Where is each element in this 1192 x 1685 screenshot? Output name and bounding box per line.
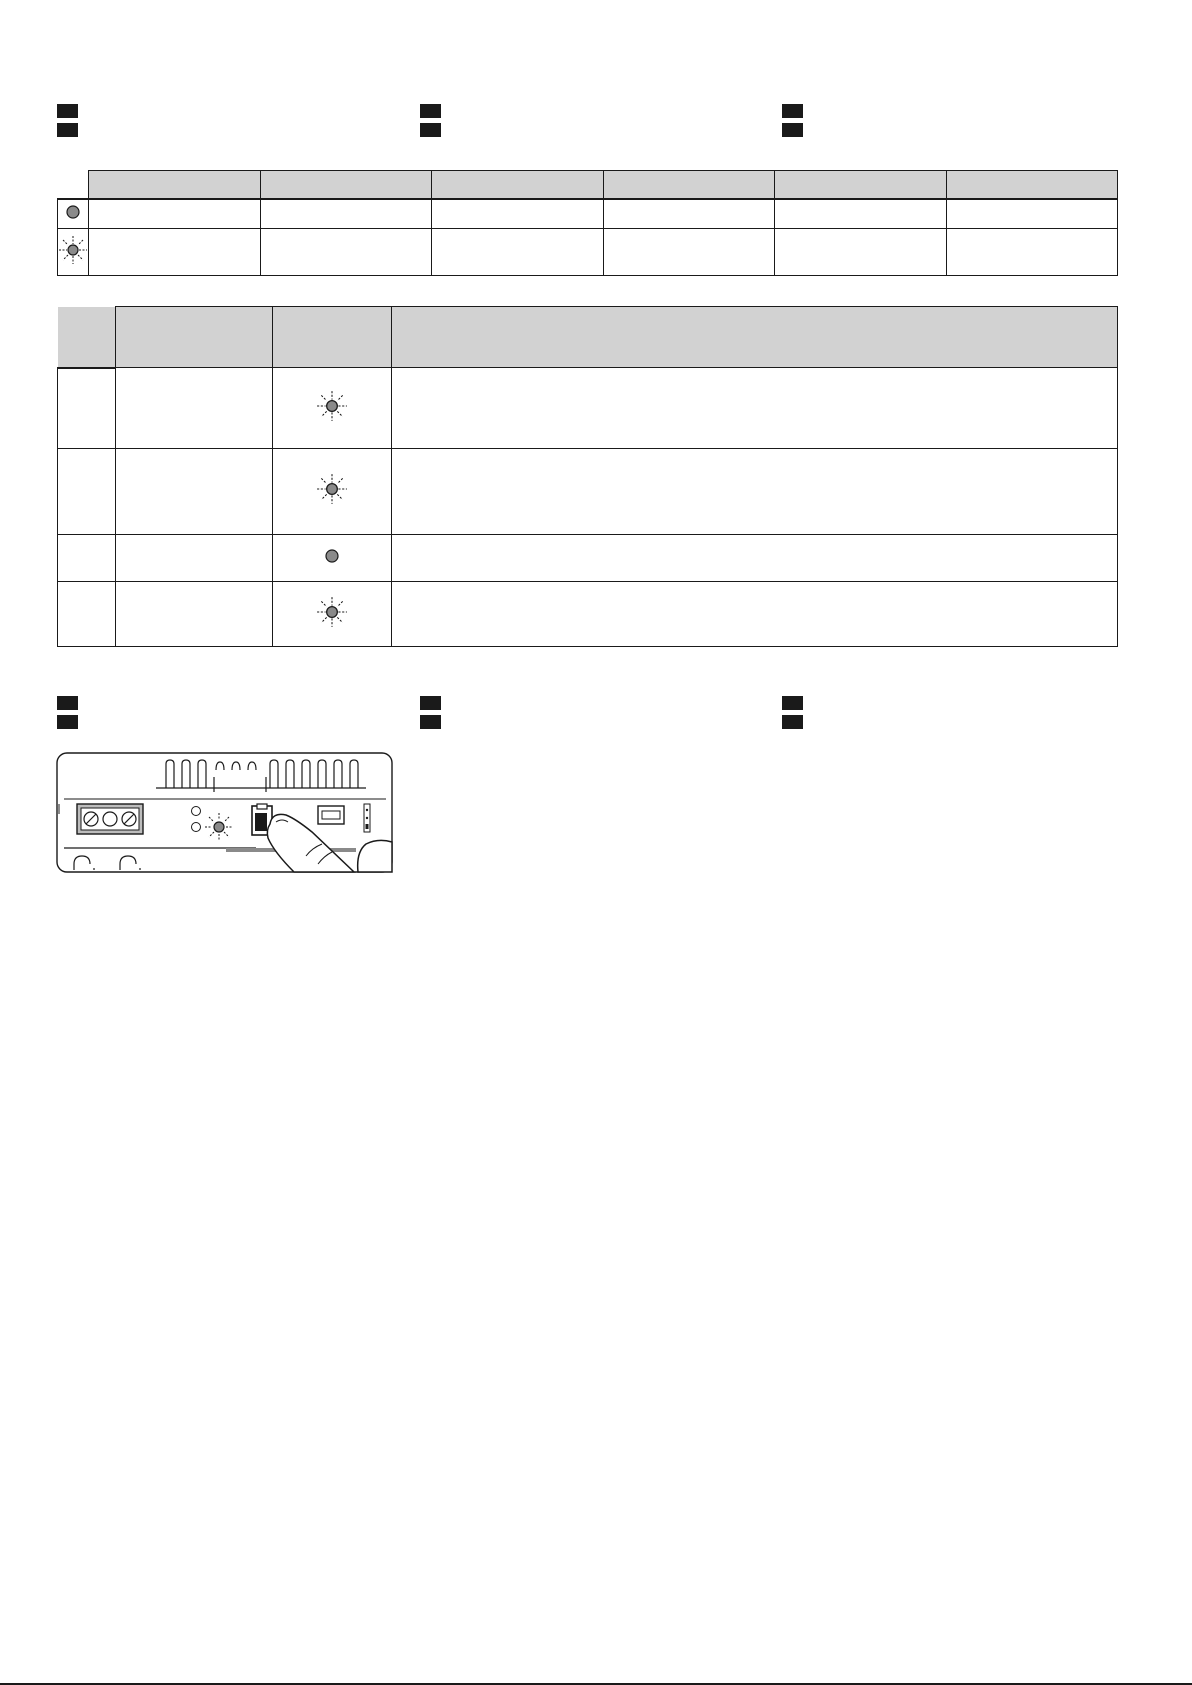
table-header-row — [58, 307, 1118, 368]
row-number — [58, 368, 116, 449]
led-blinking-cell — [58, 229, 89, 276]
table-cell — [946, 229, 1118, 276]
led-off-icon — [192, 823, 201, 832]
section-marker — [57, 104, 78, 118]
section-marker — [782, 696, 803, 710]
table-header-cell — [775, 171, 947, 200]
table-cell — [946, 199, 1118, 229]
section-marker — [420, 123, 441, 137]
led-cell — [272, 449, 391, 535]
table-cell — [432, 229, 604, 276]
table-header-cell — [391, 307, 1118, 368]
table-header-corner — [58, 307, 116, 368]
table-header-cell — [946, 171, 1118, 200]
table-header-cell — [115, 307, 272, 368]
table-row — [58, 368, 1118, 449]
led-blinking-icon — [58, 235, 88, 265]
led-steady-icon — [65, 204, 81, 220]
led-blinking-icon — [316, 390, 348, 422]
section-marker — [57, 696, 78, 710]
table-row — [58, 535, 1118, 582]
table-row — [58, 582, 1118, 647]
row-label — [115, 368, 272, 449]
section-marker — [782, 104, 803, 118]
led-steady-icon — [324, 548, 340, 564]
section-marker — [57, 123, 78, 137]
table-header-row — [58, 171, 1118, 200]
section-marker — [420, 715, 441, 729]
row-number — [58, 535, 116, 582]
table-cell — [603, 229, 775, 276]
table-cell — [89, 199, 261, 229]
table-cell — [260, 199, 432, 229]
row-description — [391, 535, 1118, 582]
status-table — [57, 306, 1118, 647]
table-header-cell — [260, 171, 432, 200]
led-cell — [272, 368, 391, 449]
row-label — [115, 449, 272, 535]
control-board-illustration — [56, 752, 393, 873]
table-header-cell — [603, 171, 775, 200]
row-label — [115, 582, 272, 647]
table-cell — [89, 229, 261, 276]
row-description — [391, 368, 1118, 449]
led-blinking-icon — [316, 473, 348, 505]
led-legend-table — [57, 170, 1118, 276]
row-number — [58, 449, 116, 535]
led-cell — [272, 582, 391, 647]
section-marker — [57, 715, 78, 729]
row-label — [115, 535, 272, 582]
terminal-block-icon — [77, 804, 143, 834]
row-description — [391, 582, 1118, 647]
section-marker — [420, 104, 441, 118]
table-row — [58, 449, 1118, 535]
table-cell — [603, 199, 775, 229]
section-marker — [782, 715, 803, 729]
table-cell — [775, 199, 947, 229]
table-header-cell — [272, 307, 391, 368]
table-cell — [775, 229, 947, 276]
table-cell — [260, 229, 432, 276]
table-row — [58, 229, 1118, 276]
led-off-icon — [192, 807, 201, 816]
led-blinking-icon — [316, 596, 348, 628]
table-row — [58, 199, 1118, 229]
led-cell — [272, 535, 391, 582]
table-header-cell — [432, 171, 604, 200]
table-cell — [432, 199, 604, 229]
section-marker — [782, 123, 803, 137]
row-description — [391, 449, 1118, 535]
table-header-cell — [89, 171, 261, 200]
row-number — [58, 582, 116, 647]
table-header-corner — [58, 171, 89, 200]
led-steady-cell — [58, 199, 89, 229]
section-marker — [420, 696, 441, 710]
